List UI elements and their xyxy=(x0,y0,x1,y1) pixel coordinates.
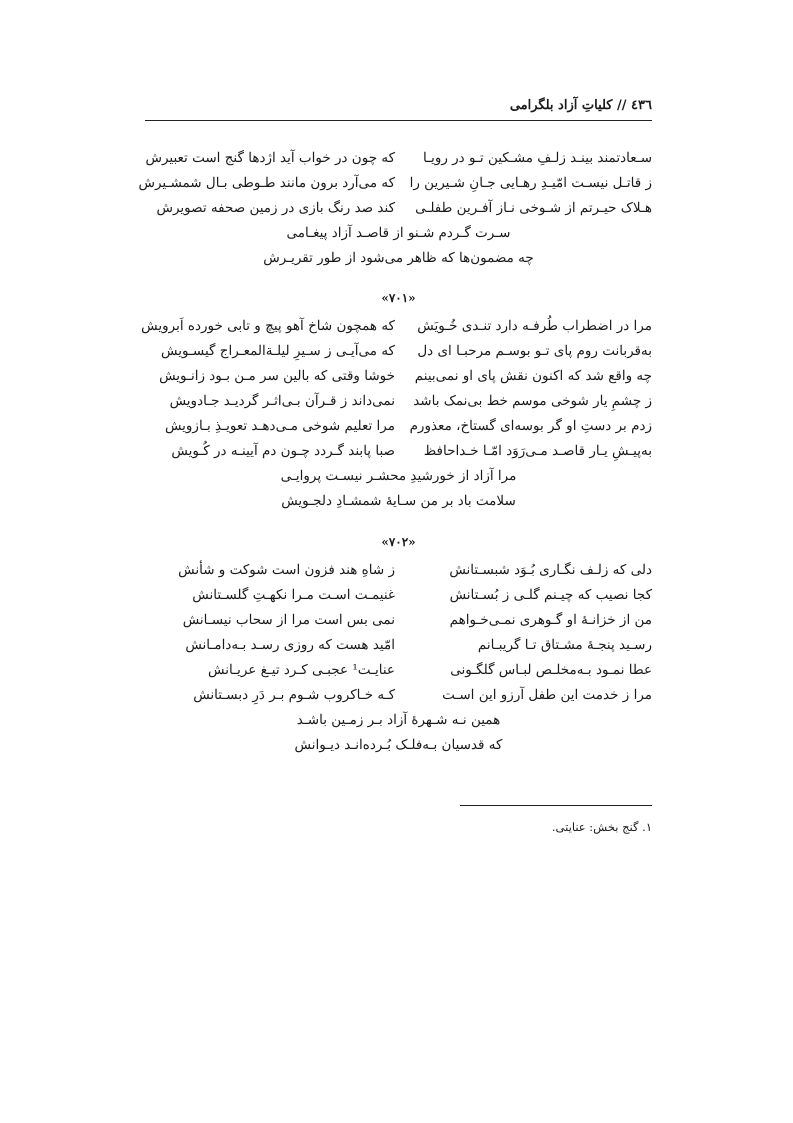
poem-702-couplet-3-first: من از خزانـهٔ او گـوهری نمـی‌خـواهم xyxy=(449,612,652,628)
poem-702-closing-1: همین نـه شـهرهٔ آزاد بـر زمـین باشـد xyxy=(296,712,501,728)
poem-701-couplet-3-second: خوشا وقتی که بالین سر مـن بـود زانـویش xyxy=(159,368,395,384)
poem-702-couplet-2-second: غنیمـت اسـت مـرا نکهـتِ گلسـتانش xyxy=(192,587,395,603)
poem-701-closing-2: سلامت باد بر من سـایهٔ شمشـادِ دلجـویش xyxy=(281,493,516,509)
poem-702-couplet-5-second: عنایـت¹ عجبـی کـرد تیـغ عریـانش xyxy=(208,662,395,678)
poem-701-couplet-1-first: مرا در اضطراب طُرفـه دارد تنـدی خُـویَش xyxy=(417,318,652,334)
poem-702-couplet-1-second: ز شاهِ هند فزون است شوکت و شأنش xyxy=(178,562,395,578)
poem-702-title: «۷۰۲» xyxy=(381,535,416,549)
poem-prev-couplet-3-first: هـلاک حیـرتم از شـوخی نـاز آفـرین طفلـی xyxy=(415,200,652,216)
poem-701-couplet-6-second: صبا پابند گـردد چـون دم آیینـه در کُـویش xyxy=(171,443,395,459)
poem-prev-couplet-3-second: کند صد رنگ بازی در زمین صحفه تصویرش xyxy=(156,200,395,216)
poem-701-closing-1: مرا آزاد از خورشیدِ محشـر نیسـت پروایـی xyxy=(280,468,517,484)
poem-701-couplet-3-first: چه واقع شد که اکنون نقش پای او نمی‌بینم xyxy=(414,368,652,384)
poem-701-couplet-2-second: که می‌آیـی ز سـیرِ لیلـةالمعـراج گیسـویش xyxy=(161,343,395,359)
poem-702-couplet-2-first: کجا نصیب که چیـنم گلـی ز بُسـتانش xyxy=(449,587,652,603)
poem-701-couplet-2-first: به‌قربانت روم پای تـو بوسـم مرحبـا ای دل xyxy=(417,343,652,359)
poem-prev-couplet-1-second: که چون در خواب آید اژدها گنج است تعبیرش xyxy=(145,150,395,166)
poem-702-couplet-4-first: رسـید پنجـهٔ مشـتاق تـا گریبـانم xyxy=(477,637,652,653)
poem-701-couplet-6-first: به‌پیـشِ یـار قاصـد مـی‌رَوَد امّـا خـداحافظ xyxy=(423,443,652,459)
poem-prev-couplet-2-first: ز قاتـل نیسـت امّیـدِ رهـایی جـانِ شـیرین را xyxy=(409,175,652,191)
poem-701-couplet-4-second: نمی‌داند ز قـرآن بـی‌اثـر گردیـد جـادویش xyxy=(169,393,395,409)
footnote: ۱. گنج بخش: عنایتی. xyxy=(551,820,652,834)
poem-701-couplet-1-second: که همچون شاخ آهو پیچ و تابی خورده اَبرویش xyxy=(141,318,395,334)
poem-701-title: «۷۰۱» xyxy=(381,291,416,305)
poem-prev-couplet-1-first: سـعادتمند بینـد زلـفِ مشـکین تـو در رویـا xyxy=(423,150,652,166)
poem-702-couplet-4-second: امّید هست که روزی رسـد بـه‌دامـانش xyxy=(185,637,395,653)
poem-702-closing-2: که قدسیان بـه‌فلـک بُـرده‌انـد دیـوانش xyxy=(294,737,503,753)
poem-702-couplet-5-first: عطا نمـود بـه‌مخلـص لبـاس گلگـونی xyxy=(450,662,652,678)
poem-prev-couplet-2-second: که می‌آرد برون مانند طـوطی بـال شمشـیرش xyxy=(138,175,395,191)
poem-702-couplet-6-second: کـه خـاکروب شـوم بـر دَرِ دبسـتانش xyxy=(193,687,395,703)
poem-701-couplet-5-second: مرا تعلیم شوخی مـی‌دهـد تعویـذِ بـازویش xyxy=(164,418,395,434)
poem-701-couplet-4-first: ز چشمِ یار شوخی موسم خط بی‌نمک باشد xyxy=(413,393,652,409)
poem-prev-closing-2: چه مضمون‌ها که ظاهر می‌شود از طور تقریـرش xyxy=(263,250,534,266)
poem-702-couplet-6-first: مرا ز خدمت این طفل آرزو این اسـت xyxy=(442,687,652,703)
footnote-divider xyxy=(460,805,652,806)
running-header xyxy=(145,96,652,121)
poem-701-couplet-5-first: زدم بر دستِ او گر بوسه‌ای گستاخ، معذورم xyxy=(409,418,652,434)
poem-prev-closing-1: سـرت گـردم شـنو از قاصـد آزاد پیغـامی xyxy=(286,225,511,241)
poem-702-couplet-3-second: نمی بس است مرا از سحاب نیسـانش xyxy=(182,612,395,628)
poem-702-couplet-1-first: دلی که زلـف نگـاری بُـوَد شبسـتانش xyxy=(449,562,652,578)
page-number-and-title: ٤٣٦ // کلیاتِ آزاد بلگرامی xyxy=(509,98,652,113)
